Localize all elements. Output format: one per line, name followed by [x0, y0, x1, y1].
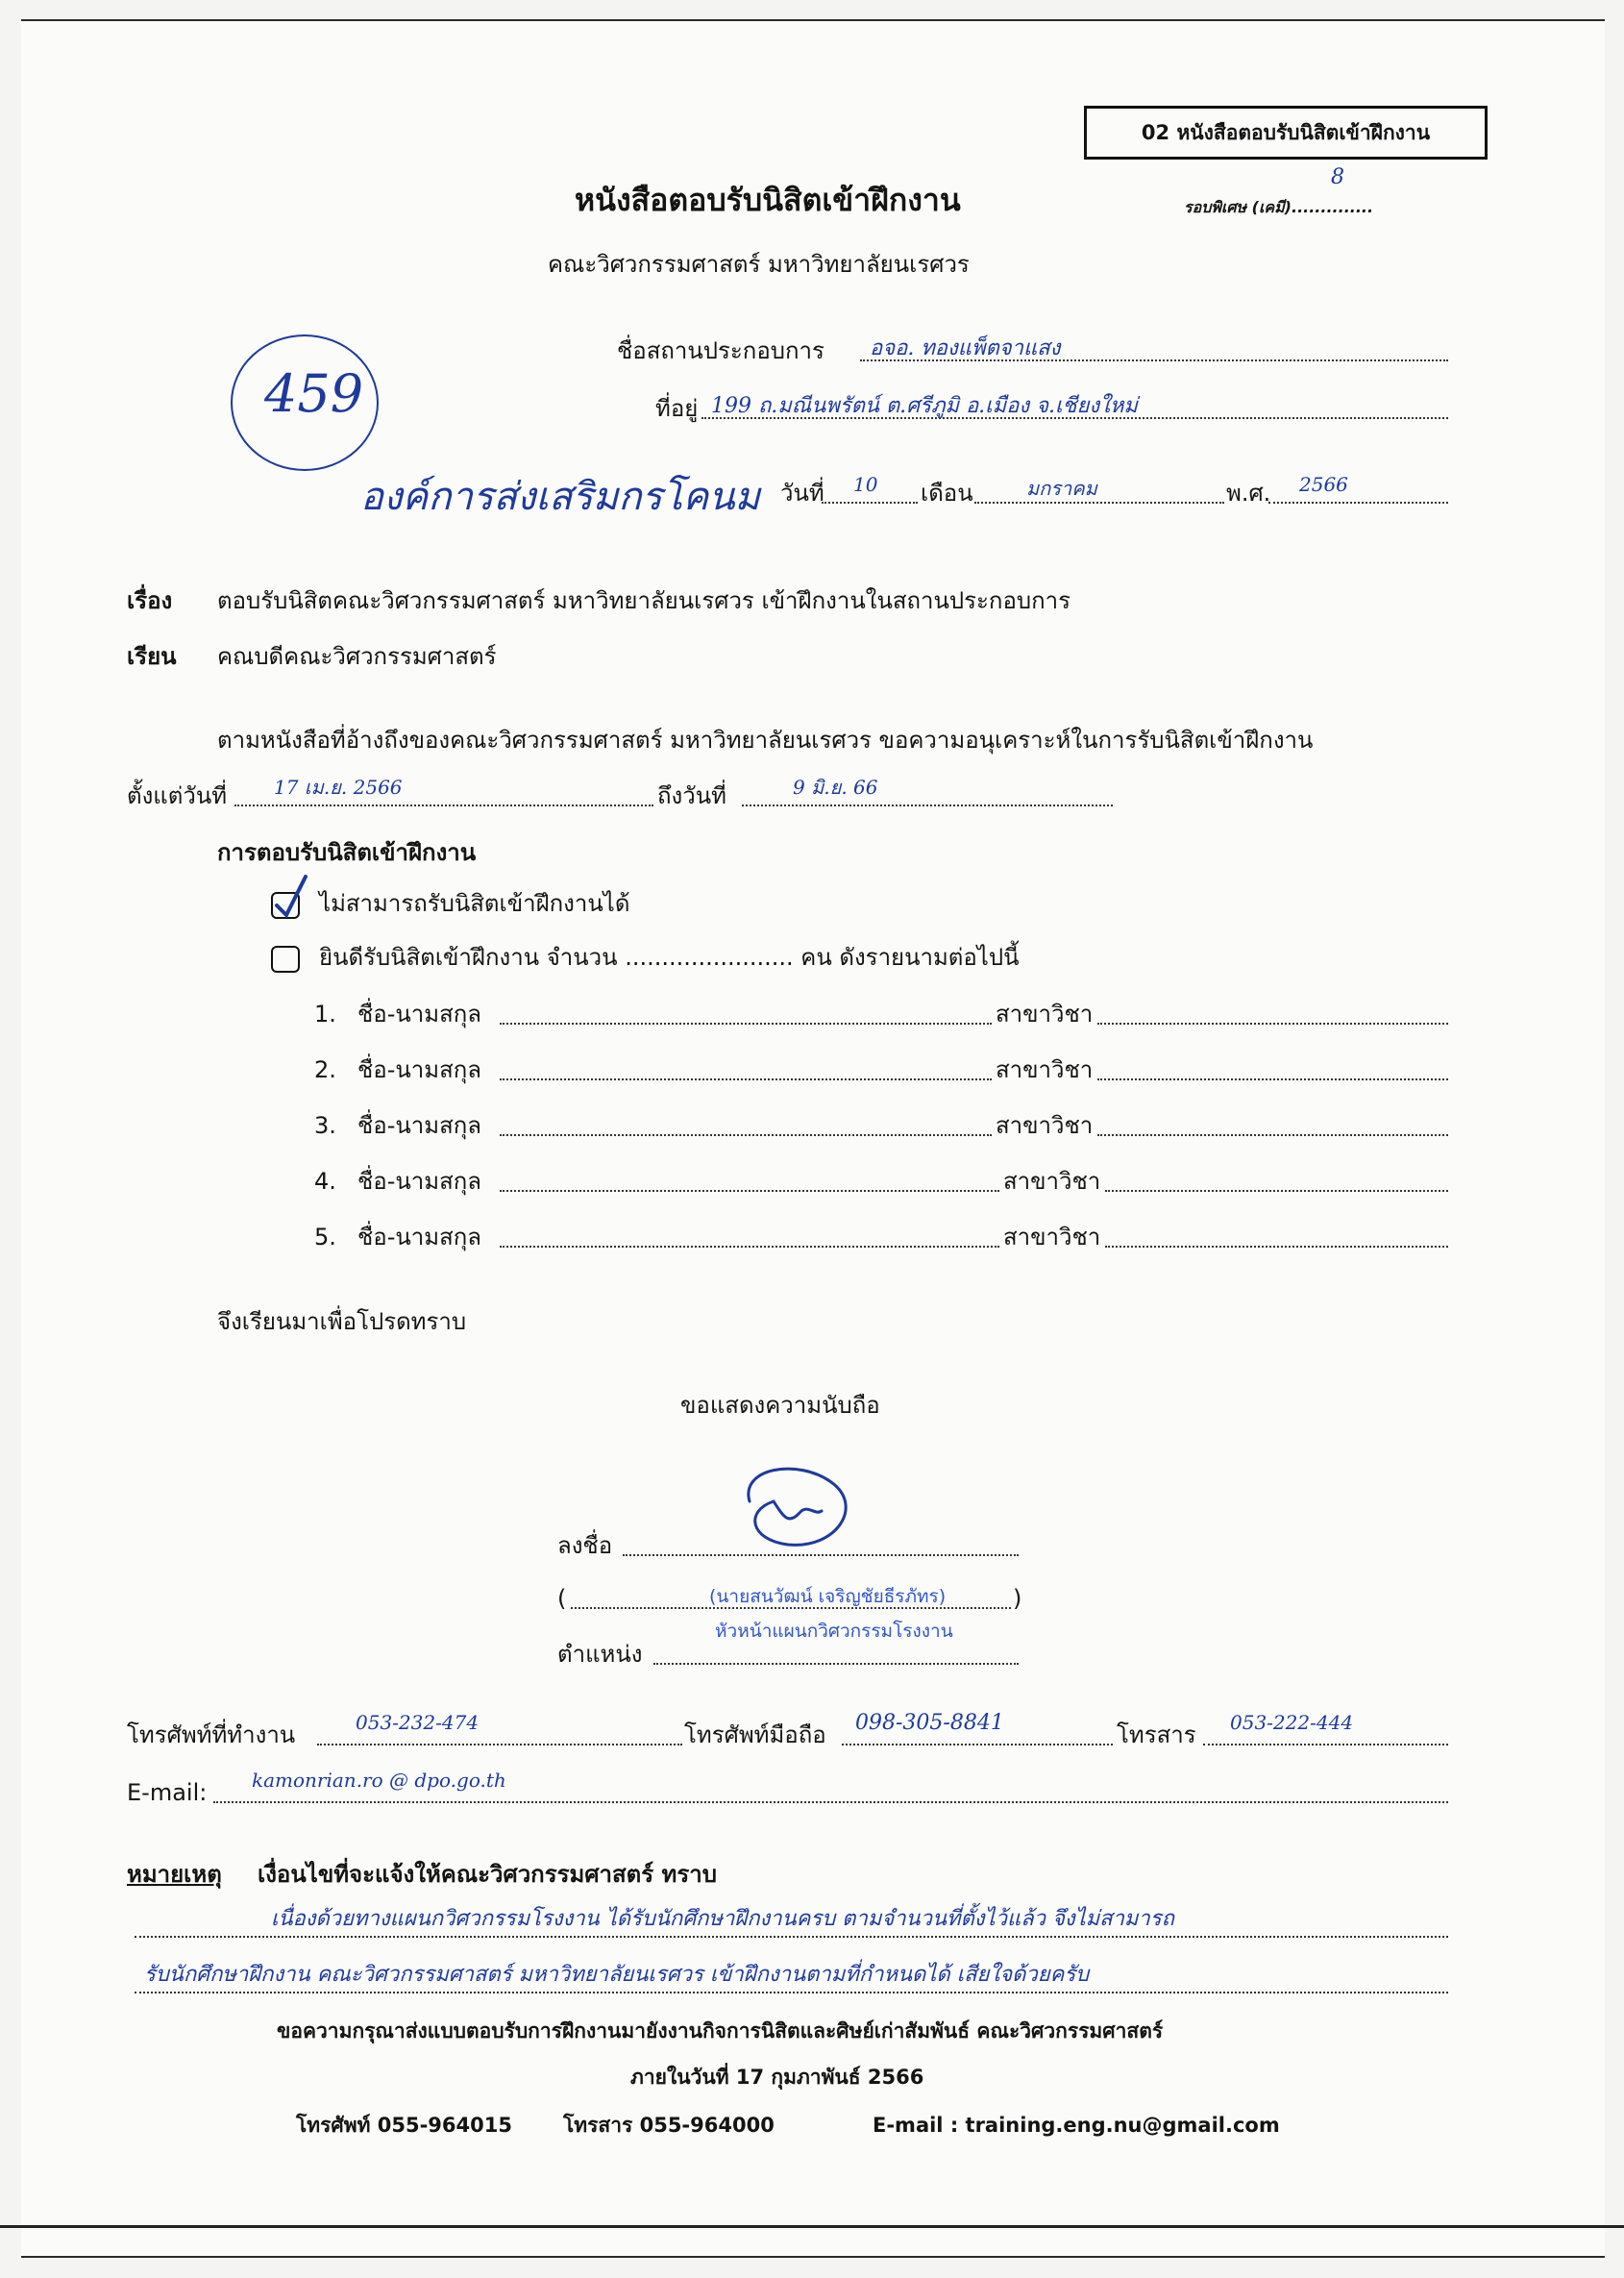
position-value: หัวหน้าแผนกวิศวกรรมโรงงาน [715, 1621, 953, 1642]
remark-line2: รับนักศึกษาฝึกงาน คณะวิศวกรรมศาสตร์ มหาวิทยาลัยนเรศวร เข้าฝึกงานตามที่กำหนดได้ เสียใจด้วยครับ [144, 1963, 1090, 1987]
org-label: ชื่อสถานประกอบการ [617, 337, 824, 364]
major-label: สาขาวิชา [996, 1112, 1094, 1139]
response-heading: การตอบรับนิสิตเข้าฝึกงาน [217, 839, 477, 866]
date-year-label: พ.ศ. [1226, 480, 1271, 507]
to-text: คณบดีคณะวิศวกรรมศาสตร์ [217, 643, 497, 670]
name-label: ชื่อ-นามสกุล [357, 1112, 481, 1139]
sign-label: ลงชื่อ [557, 1532, 613, 1559]
phone-mobile-label: โทรศัพท์มือถือ [684, 1721, 826, 1748]
footer-phone: โทรศัพท์ 055-964015 [296, 2114, 512, 2137]
to-date-label: ถึงวันที่ [657, 782, 726, 809]
check-mark-icon [271, 873, 313, 923]
option-reject: ไม่สามารถรับนิสิตเข้าฝึกงานได้ [319, 890, 630, 917]
row-number: 5. [314, 1224, 336, 1250]
to-date-value: 9 มิ.ย. 66 [793, 776, 878, 799]
name-label: ชื่อ-นามสกุล [357, 1224, 481, 1250]
row-number: 1. [314, 1001, 336, 1028]
bottom-border [0, 2225, 1624, 2228]
from-value: 17 เม.ย. 2566 [274, 776, 403, 799]
body-text: ตามหนังสือที่อ้างถึงของคณะวิศวกรรมศาสตร์ มหาวิทยาลัยนเรศวร ขอความอนุเคราะห์ในการรับนิสิตเข้าฝึกงาน [217, 727, 1314, 754]
option-accept: ยินดีรับนิสิตเข้าฝึกงาน จำนวน ....................... คน ดังรายนามต่อไปนี้ [319, 944, 1020, 971]
footer-line1: ขอความกรุณาส่งแบบตอบรับการฝึกงานมายังงานกิจการนิสิตและศิษย์เก่าสัมพันธ์ คณะวิศวกรรมศาสตร์ [277, 2019, 1164, 2043]
phone-office-label: โทรศัพท์ที่ทำงาน [127, 1721, 296, 1748]
page-number: 459 [264, 363, 364, 424]
fax-label: โทรสาร [1117, 1721, 1196, 1748]
remark-heading: เงื่อนไขที่จะแจ้งให้คณะวิศวกรรมศาสตร์ ทราบ [258, 1861, 717, 1888]
date-year: 2566 [1299, 473, 1348, 496]
subject-text: ตอบรับนิสิตคณะวิศวกรรมศาสตร์ มหาวิทยาลัยนเรศวร เข้าฝึกงานในสถานประกอบการ [217, 587, 1071, 614]
email-label: E-mail: [127, 1779, 208, 1806]
remark-line1: เนื่องด้วยทางแผนกวิศวกรรมโรงงาน ได้รับนักศึกษาฝึกงานครบ ตามจำนวนที่ตั้งไว้แล้ว จึงไม่สามารถ [271, 1907, 1174, 1931]
to-label: เรียน [127, 643, 177, 670]
remark-label: หมายเหตุ [127, 1861, 222, 1888]
subject-label: เรื่อง [127, 587, 173, 614]
major-label: สาขาวิชา [1003, 1224, 1101, 1250]
phone-office: 053-232-474 [356, 1711, 480, 1734]
position-label: ตำแหน่ง [557, 1641, 643, 1668]
document-title: หนังสือตอบรับนิสิตเข้าฝึกงาน [575, 182, 961, 218]
date-month-label: เดือน [921, 480, 973, 507]
footer-fax: โทรสาร 055-964000 [563, 2114, 775, 2137]
paren-close: ) [1013, 1585, 1022, 1612]
major-label: สาขาวิชา [1003, 1168, 1101, 1195]
address-value: 199 ถ.มณีนพรัตน์ ต.ศรีภูมิ อ.เมือง จ.เชียงใหม่ [711, 394, 1138, 418]
row-number: 3. [314, 1112, 336, 1139]
from-label: ตั้งแต่วันที่ [127, 782, 228, 809]
date-day: 10 [853, 473, 878, 496]
signature-mark [730, 1463, 865, 1559]
footer-email: E-mail : training.eng.nu@gmail.com [873, 2114, 1280, 2137]
date-day-label: วันที่ [780, 480, 824, 507]
email-value: kamonrian.ro @ dpo.go.th [252, 1769, 506, 1792]
closing-text: จึงเรียนมาเพื่อโปรดทราบ [217, 1308, 467, 1335]
fax-value: 053-222-444 [1230, 1711, 1354, 1734]
round-label: รอบพิเศษ (เคมี).............. [1184, 198, 1374, 216]
row-number: 2. [314, 1056, 336, 1083]
date-month: มกราคม [1026, 477, 1097, 500]
address-label: ที่อยู่ [655, 395, 699, 422]
document-subtitle: คณะวิศวกรรมศาสตร์ มหาวิทยาลัยนเรศวร [548, 251, 970, 278]
org-note: องค์การส่งเสริมกรโคนม [360, 475, 761, 519]
name-label: ชื่อ-นามสกุล [357, 1056, 481, 1083]
major-label: สาขาวิชา [996, 1001, 1094, 1028]
phone-mobile: 098-305-8841 [855, 1711, 1004, 1735]
name-label: ชื่อ-นามสกุล [357, 1168, 481, 1195]
row-number: 4. [314, 1168, 336, 1195]
footer-line2: ภายในวันที่ 17 กุมภาพันธ์ 2566 [630, 2066, 924, 2089]
major-label: สาขาวิชา [996, 1056, 1094, 1083]
form-code-box: 02 หนังสือตอบรับนิสิตเข้าฝึกงาน [1084, 106, 1488, 160]
regards-text: ขอแสดงความนับถือ [680, 1392, 880, 1419]
accept-checkbox[interactable] [271, 946, 300, 973]
paren-open: ( [557, 1585, 567, 1612]
signer-name: (นายสนวัฒน์ เจริญชัยธีรภัทร) [709, 1586, 947, 1607]
name-label: ชื่อ-นามสกุล [357, 1001, 481, 1028]
round-number: 8 [1331, 165, 1344, 189]
org-value: อจอ. ทองแพ็ตจาแสง [870, 336, 1061, 360]
